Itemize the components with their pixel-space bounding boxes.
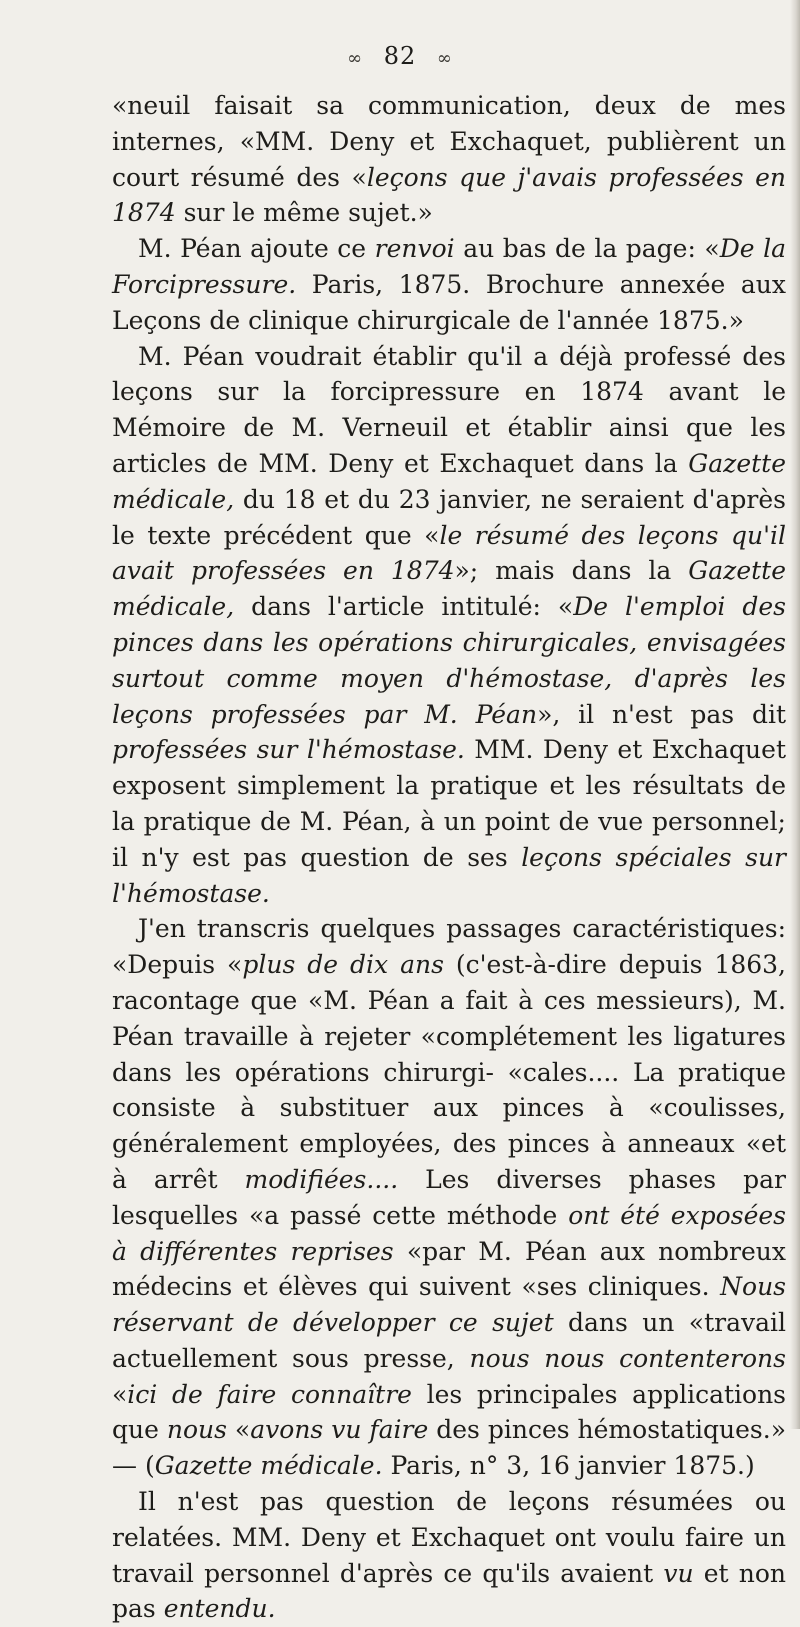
italic-text: De la Forcipressure. [112,234,786,299]
text-run: », il n'est pas dit [537,699,786,729]
text-run: dans l'article intitulé: « [234,592,574,622]
italic-text: professées sur l'hémostase. [112,735,465,765]
italic-text: plus de dix ans [242,950,444,980]
italic-text: vu [663,1558,694,1588]
italic-text: nous [166,1415,227,1445]
italic-text: Nous réservant de développer ce sujet [112,1272,786,1338]
italic-text: Gazette médicale. [154,1451,383,1481]
paragraph [112,1484,786,1627]
page-edge-shadow [790,0,800,1429]
text-run: Il n'est pas question de leçons résumées ou relatées. MM. Deny et Exchaquet ont voulu faire un travail personnel d'après ce qu'ils avaient [112,1487,786,1588]
italic-text: renvoi [374,234,455,264]
ornament-left-icon: ∞ [347,48,364,69]
page-number: 82 [383,42,417,70]
italic-text: Gazette médicale, [112,556,786,622]
text-run: M. Péan ajoute ce [138,234,375,264]
italic-text: ici de faire connaître [127,1379,412,1409]
page-body [112,88,786,1627]
text-run: J'en transcris quelques passages caractéristiques: «Depuis « [112,914,786,980]
text-run: Paris, n° 3, 16 janvier 1875.) [382,1451,755,1481]
text-run: au bas de la page: « [454,234,720,264]
text-run: (c'est-à-dire depuis 1863, racontage que «M. Péan a fait à ces messieurs), M. Péan travaille à rejeter «complétement les ligatures dans les opérations chirurgi- «cales.... La pratique consiste à substituer aux pinces à «coulisses, généralement employées, des pinces à anneaux «et à arrêt [112,950,786,1194]
text-run: et non pas [112,1558,786,1624]
text-run: MM. Deny et Exchaquet exposent simplement la pratique et les résultats de la pratique de M. Péan, à un point de vue personnel; il n'y est pas question de ses [112,735,787,872]
ornament-right-icon: ∞ [436,48,453,69]
italic-text: Gazette médicale, [112,448,786,514]
italic-text: leçons que j'avais professées en 1874 [112,162,787,228]
paragraph [112,88,786,231]
text-run: des pinces hémostatiques.» — ( [112,1415,786,1481]
text-run: «neuil faisait sa communication, deux de mes internes, «MM. Deny et Exchaquet, publièrent un court résumé des « [112,91,786,192]
italic-text: entendu. [163,1594,276,1624]
text-run: M. Péan voudrait établir qu'il a déjà professé des leçons sur la forcipressure en 1874 avant le Mémoire de M. Verneuil et établir ainsi que les articles de MM. Deny et Exchaquet dans la [112,341,786,478]
paragraph [112,339,786,912]
text-run: Les diverses phases par lesquelles «a passé cette méthode [112,1164,786,1230]
italic-text: leçons spéciales sur l'hémostase. [112,842,786,908]
text-run: du 18 et du 23 janvier, ne seraient d'après le texte précédent que « [112,484,786,550]
paragraph [112,231,786,338]
text-run: « [226,1415,251,1445]
italic-text: modifiées.... [244,1164,399,1194]
italic-text: nous nous contenterons [469,1343,786,1373]
paragraph [112,911,786,1484]
text-run: « [112,1379,128,1409]
italic-text: avons vu faire [250,1415,429,1445]
italic-text: le résumé des leçons qu'il avait professées en 1874 [112,520,787,586]
text-run: les principales applications que [112,1379,786,1445]
text-run: Paris, 1875. Brochure annexée aux Leçons de clinique chirurgicale de l'année 1875.» [112,269,786,335]
italic-text: ont été exposées à différentes reprises [112,1200,786,1266]
text-run: «par M. Péan aux nombreux médecins et élèves qui suivent «ses cliniques. [112,1236,786,1302]
text-run: sur le même sujet.» [175,198,433,228]
text-run: dans un «travail actuellement sous presse, [112,1308,786,1373]
page-header [0,42,800,70]
italic-text: De l'emploi des pinces dans les opérations chirurgicales, envisagées surtout comme moyen d'hémostase, d'après les leçons professées par M. Péan [112,592,786,729]
text-run: »; mais dans la [454,556,689,586]
